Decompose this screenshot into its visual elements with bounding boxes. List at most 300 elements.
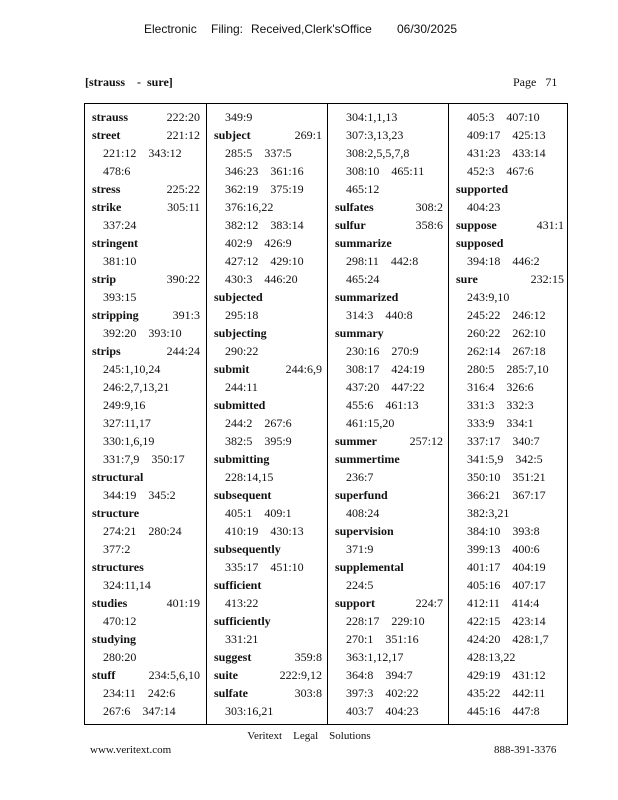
page-line-ref: 384:10 xyxy=(467,524,501,538)
index-entry xyxy=(214,127,324,143)
page-line-ref: 461:13 xyxy=(385,398,419,412)
page-line-ref: 245:22 xyxy=(467,308,501,322)
index-word: subsequent xyxy=(214,488,272,502)
index-entry xyxy=(335,325,445,341)
page-line-ref: 400:6 xyxy=(512,542,540,556)
page-line-ref: 222:9,12 xyxy=(279,668,322,682)
index-entry-continuation xyxy=(467,685,566,701)
page-line-ref: 224:7 xyxy=(415,596,443,610)
index-entry-continuation xyxy=(346,469,445,485)
index-entry xyxy=(335,217,445,233)
page-line-ref: 330:1,6,19 xyxy=(103,434,155,448)
index-entry xyxy=(92,343,202,359)
index-entry-continuation xyxy=(467,145,566,161)
page-line-ref: 236:7 xyxy=(346,470,374,484)
index-word: submitted xyxy=(214,398,266,412)
index-entry-continuation xyxy=(467,361,566,377)
index-entry-continuation xyxy=(346,649,445,665)
index-entry xyxy=(92,559,202,575)
index-entry-continuation xyxy=(103,379,202,395)
index-entry-continuation xyxy=(467,343,566,359)
page-line-ref: 244:2 xyxy=(225,416,253,430)
index-entry-continuation xyxy=(346,415,445,431)
filing-date: 06/30/2025 xyxy=(397,22,458,36)
index-entry-continuation xyxy=(467,253,566,269)
page-line-ref: 381:10 xyxy=(103,254,137,268)
index-entry-continuation xyxy=(467,631,566,647)
index-entry-continuation xyxy=(225,307,324,323)
page-line-ref: 347:14 xyxy=(142,704,176,718)
page-line-ref: 351:16 xyxy=(385,632,419,646)
page-line-ref: 285:7,10 xyxy=(506,362,549,376)
index-word: supplemental xyxy=(335,560,404,574)
index-entry-continuation xyxy=(103,649,202,665)
page-line-ref: 408:24 xyxy=(346,506,380,520)
index-entry-continuation xyxy=(225,595,324,611)
page-line-ref: 423:14 xyxy=(512,614,546,628)
index-entry-continuation xyxy=(103,577,202,593)
index-column-1 xyxy=(85,104,206,724)
index-entry-continuation xyxy=(467,613,566,629)
page-line-ref: 344:19 xyxy=(103,488,137,502)
page-line-ref: 316:4 xyxy=(467,380,495,394)
page-line-ref: 326:6 xyxy=(506,380,534,394)
index-word: structures xyxy=(92,560,144,574)
index-entry-continuation xyxy=(225,343,324,359)
index-entry xyxy=(92,505,202,521)
page-line-ref: 295:18 xyxy=(225,308,259,322)
index-entry xyxy=(214,613,324,629)
index-entry xyxy=(335,289,445,305)
page-line-ref: 442:8 xyxy=(390,254,419,268)
index-entry-continuation xyxy=(103,325,202,341)
index-column-3 xyxy=(327,104,449,724)
index-entry xyxy=(92,595,202,611)
page-line-ref: 465:12 xyxy=(346,182,380,196)
page-line-ref: 383:14 xyxy=(270,218,304,232)
page-line-ref: 393:15 xyxy=(103,290,137,304)
index-entry xyxy=(214,361,324,377)
page-line-ref: 377:2 xyxy=(103,542,131,556)
index-range-label: [strauss - sure] xyxy=(85,75,173,89)
index-entry-continuation xyxy=(103,217,202,233)
index-entry-continuation xyxy=(103,433,202,449)
index-entry-continuation xyxy=(103,397,202,413)
page-line-ref: 308:10 xyxy=(346,164,380,178)
page-line-ref: 424:19 xyxy=(391,362,425,376)
page-line-ref: 467:6 xyxy=(506,164,534,178)
index-entry-continuation xyxy=(346,145,445,161)
page-line-ref: 455:6 xyxy=(346,398,374,412)
page-line-ref: 410:19 xyxy=(225,524,259,538)
page-line-ref: 399:13 xyxy=(467,542,501,556)
page-line-ref: 478:6 xyxy=(103,164,131,178)
index-entry-continuation xyxy=(225,145,324,161)
index-entry xyxy=(335,559,445,575)
page-line-ref: 246:12 xyxy=(512,308,546,322)
index-entry-continuation xyxy=(467,307,566,323)
index-word: sure xyxy=(456,272,478,286)
page-line-ref: 274:21 xyxy=(103,524,137,538)
index-entry xyxy=(335,595,445,611)
index-word: strike xyxy=(92,200,122,214)
index-entry-continuation xyxy=(225,109,324,125)
index-entry xyxy=(92,181,202,197)
index-entry-continuation xyxy=(467,109,566,125)
index-entry-continuation xyxy=(346,181,445,197)
page-line-ref: 412:11 xyxy=(467,596,500,610)
index-entry-continuation xyxy=(103,361,202,377)
index-entry-continuation xyxy=(346,343,445,359)
page-line-ref: 269:1 xyxy=(294,128,322,142)
page-line-ref: 393:10 xyxy=(148,326,182,340)
page-line-ref: 234:5,6,10 xyxy=(148,668,200,682)
index-word: stress xyxy=(92,182,121,196)
index-entry-continuation xyxy=(346,307,445,323)
index-word: studies xyxy=(92,596,128,610)
filing-word-received: Received,Clerk'sOffice xyxy=(251,22,372,36)
index-entry-continuation xyxy=(103,613,202,629)
index-entry xyxy=(335,433,445,449)
page-line-ref: 243:9,10 xyxy=(467,290,510,304)
page-line-ref: 428:13,22 xyxy=(467,650,516,664)
filing-word-filing: Filing: xyxy=(211,22,244,36)
index-word: stuff xyxy=(92,668,116,682)
index-word: stripping xyxy=(92,308,139,322)
page-line-ref: 308:2 xyxy=(415,200,443,214)
page-line-ref: 429:10 xyxy=(270,254,304,268)
page-line-ref: 270:1 xyxy=(346,632,374,646)
index-entry xyxy=(456,235,566,251)
index-entry xyxy=(335,235,445,251)
page-line-ref: 245:1,10,24 xyxy=(103,362,161,376)
page-line-ref: 393:8 xyxy=(512,524,540,538)
index-word: suite xyxy=(214,668,238,682)
index-word: subjecting xyxy=(214,326,267,340)
index-word: superfund xyxy=(335,488,388,502)
index-entry-continuation xyxy=(103,703,202,719)
page-line-ref: 350:10 xyxy=(467,470,501,484)
page-line-ref: 257:12 xyxy=(409,434,443,448)
index-column-4 xyxy=(448,104,570,724)
index-entry-continuation xyxy=(346,613,445,629)
index-entry-continuation xyxy=(467,541,566,557)
page-line-ref: 221:12 xyxy=(166,128,200,142)
index-entry-continuation xyxy=(225,469,324,485)
index-entry xyxy=(214,649,324,665)
page-line-ref: 447:8 xyxy=(512,704,540,718)
page-line-ref: 391:3 xyxy=(172,308,200,322)
page-line-ref: 451:10 xyxy=(270,560,304,574)
page-line-ref: 367:17 xyxy=(512,488,546,502)
page-line-ref: 331:7,9 xyxy=(103,452,140,466)
page-line-ref: 392:20 xyxy=(103,326,137,340)
page-line-ref: 260:22 xyxy=(467,326,501,340)
index-word: submit xyxy=(214,362,250,376)
index-word: strauss xyxy=(92,110,129,124)
page-line-ref: 224:5 xyxy=(346,578,374,592)
index-entry-continuation xyxy=(467,433,566,449)
page-line-ref: 405:3 xyxy=(467,110,495,124)
page-line-ref: 364:8 xyxy=(346,668,374,682)
index-word: subject xyxy=(214,128,251,142)
page-line-ref: 232:15 xyxy=(530,272,564,286)
index-entry-continuation xyxy=(346,667,445,683)
page-line-ref: 246:2,7,13,21 xyxy=(103,380,170,394)
index-entry xyxy=(214,685,324,701)
page-line-ref: 303:16,21 xyxy=(225,704,274,718)
page-line-ref: 340:7 xyxy=(512,434,540,448)
page-line-ref: 359:8 xyxy=(294,650,322,664)
index-word: sulfate xyxy=(214,686,248,700)
index-word: supposed xyxy=(456,236,504,250)
index-word: summarized xyxy=(335,290,399,304)
page-line-ref: 334:1 xyxy=(506,416,534,430)
index-word: strip xyxy=(92,272,116,286)
page-line-ref: 465:24 xyxy=(346,272,380,286)
page-line-ref: 267:6 xyxy=(103,704,131,718)
page-line-ref: 225:22 xyxy=(166,182,200,196)
index-entry-continuation xyxy=(467,127,566,143)
index-entry-continuation xyxy=(467,163,566,179)
page-line-ref: 430:3 xyxy=(225,272,253,286)
word-index-table xyxy=(84,103,568,725)
page-line-ref: 242:6 xyxy=(147,686,176,700)
page-line-ref: 262:14 xyxy=(467,344,501,358)
page-line-ref: 337:5 xyxy=(264,146,292,160)
page-line-ref: 407:17 xyxy=(512,578,546,592)
page-line-ref: 341:5,9 xyxy=(467,452,504,466)
index-entry-continuation xyxy=(103,163,202,179)
index-word: sulfates xyxy=(335,200,374,214)
page-line-ref: 371:9 xyxy=(346,542,374,556)
index-entry-continuation xyxy=(103,541,202,557)
index-entry xyxy=(92,469,202,485)
page-line-ref: 409:17 xyxy=(467,128,501,142)
page-line-ref: 422:15 xyxy=(467,614,501,628)
index-entry-continuation xyxy=(346,253,445,269)
page-line-ref: 337:17 xyxy=(467,434,501,448)
page-line-ref: 390:22 xyxy=(166,272,200,286)
footer-phone: 888-391-3376 xyxy=(494,744,557,756)
index-entry-continuation xyxy=(103,523,202,539)
page-line-ref: 342:5 xyxy=(515,452,543,466)
index-entry-continuation xyxy=(103,253,202,269)
index-entry xyxy=(214,487,324,503)
page-line-ref: 440:8 xyxy=(385,308,413,322)
index-entry xyxy=(214,451,324,467)
index-entry-continuation xyxy=(346,163,445,179)
page-line-ref: 431:12 xyxy=(512,668,546,682)
index-word: supervision xyxy=(335,524,394,538)
page-line-ref: 401:19 xyxy=(166,596,200,610)
page-line-ref: 280:24 xyxy=(148,524,182,538)
index-word: summarize xyxy=(335,236,392,250)
page-line-ref: 366:21 xyxy=(467,488,501,502)
page-line-ref: 244:11 xyxy=(225,380,258,394)
page-line-ref: 230:16 xyxy=(346,344,380,358)
index-word: summertime xyxy=(335,452,400,466)
index-entry xyxy=(92,667,202,683)
page-line-ref: 425:13 xyxy=(512,128,546,142)
index-entry-continuation xyxy=(103,487,202,503)
index-word: suggest xyxy=(214,650,252,664)
index-entry-continuation xyxy=(225,181,324,197)
index-word: sulfur xyxy=(335,218,366,232)
page-line-ref: 337:24 xyxy=(103,218,137,232)
page-line-ref: 290:22 xyxy=(225,344,259,358)
index-word: street xyxy=(92,128,121,142)
index-entry xyxy=(335,487,445,503)
page-line-ref: 409:1 xyxy=(264,506,292,520)
page-line-ref: 270:9 xyxy=(391,344,419,358)
index-entry-continuation xyxy=(467,649,566,665)
page-line-ref: 327:11,17 xyxy=(103,416,151,430)
page-line-ref: 446:20 xyxy=(264,272,298,286)
page-line-ref: 446:2 xyxy=(512,254,540,268)
page-line-ref: 431:1 xyxy=(536,218,564,232)
page-line-ref: 262:10 xyxy=(512,326,546,340)
page-line-ref: 431:23 xyxy=(467,146,501,160)
index-entry xyxy=(456,181,566,197)
index-entry xyxy=(92,109,202,125)
page-line-ref: 303:8 xyxy=(294,686,322,700)
index-entry-continuation xyxy=(225,559,324,575)
page-line-ref: 414:4 xyxy=(511,596,540,610)
index-entry xyxy=(214,577,324,593)
index-entry-continuation xyxy=(346,541,445,557)
index-entry-continuation xyxy=(225,703,324,719)
page-line-ref: 465:11 xyxy=(391,164,425,178)
page-line-ref: 394:18 xyxy=(467,254,501,268)
page-line-ref: 404:23 xyxy=(467,200,501,214)
index-word: support xyxy=(335,596,376,610)
index-entry-continuation xyxy=(467,667,566,683)
page-line-ref: 349:9 xyxy=(225,110,253,124)
page-line-ref: 376:16,22 xyxy=(225,200,274,214)
index-entry xyxy=(92,631,202,647)
index-word: sufficient xyxy=(214,578,262,592)
index-word: stringent xyxy=(92,236,138,250)
page-line-ref: 228:14,15 xyxy=(225,470,274,484)
page-line-ref: 308:2,5,5,7,8 xyxy=(346,146,410,160)
page-line-ref: 285:5 xyxy=(225,146,253,160)
index-entry xyxy=(214,289,324,305)
index-entry-continuation xyxy=(103,415,202,431)
page-line-ref: 280:20 xyxy=(103,650,137,664)
index-entry xyxy=(92,307,202,323)
page-line-ref: 351:21 xyxy=(512,470,546,484)
page-line-ref: 382:3,21 xyxy=(467,506,510,520)
page-line-ref: 333:9 xyxy=(467,416,495,430)
page-line-ref: 382:5 xyxy=(225,434,253,448)
index-entry-continuation xyxy=(467,559,566,575)
index-entry-continuation xyxy=(467,415,566,431)
index-entry-continuation xyxy=(346,577,445,593)
index-entry-continuation xyxy=(467,487,566,503)
index-entry xyxy=(335,199,445,215)
index-entry-continuation xyxy=(225,415,324,431)
page-line-ref: 405:1 xyxy=(225,506,253,520)
index-entry-continuation xyxy=(467,523,566,539)
page-line-ref: 401:17 xyxy=(467,560,501,574)
index-entry-continuation xyxy=(225,433,324,449)
page-line-ref: 427:12 xyxy=(225,254,259,268)
page-line-ref: 403:7 xyxy=(346,704,374,718)
page-line-ref: 350:17 xyxy=(151,452,185,466)
page-line-ref: 397:3 xyxy=(346,686,374,700)
index-word: structural xyxy=(92,470,144,484)
index-entry-continuation xyxy=(225,199,324,215)
page-line-ref: 404:23 xyxy=(385,704,419,718)
index-entry xyxy=(92,127,202,143)
page-line-ref: 429:19 xyxy=(467,668,501,682)
page-line-ref: 452:3 xyxy=(467,164,495,178)
page-line-ref: 407:10 xyxy=(506,110,540,124)
page-line-ref: 304:1,1,13 xyxy=(346,110,398,124)
index-entry xyxy=(214,541,324,557)
page-line-ref: 442:11 xyxy=(512,686,546,700)
page-line-ref: 228:17 xyxy=(346,614,380,628)
index-word: suppose xyxy=(456,218,497,232)
page-line-ref: 361:16 xyxy=(270,164,304,178)
page-line-ref: 363:1,12,17 xyxy=(346,650,404,664)
page-line-ref: 234:11 xyxy=(103,686,136,700)
page-line-ref: 470:12 xyxy=(103,614,137,628)
page-line-ref: 331:21 xyxy=(225,632,259,646)
index-entry-continuation xyxy=(467,595,566,611)
index-entry xyxy=(214,325,324,341)
index-entry xyxy=(214,397,324,413)
footer-firm-name: Veritext Legal Solutions xyxy=(247,730,371,742)
index-entry-continuation xyxy=(467,451,566,467)
index-entry-continuation xyxy=(225,271,324,287)
index-entry-continuation xyxy=(467,397,566,413)
page-line-ref: 461:15,20 xyxy=(346,416,395,430)
index-entry-continuation xyxy=(346,505,445,521)
index-word: subsequently xyxy=(214,542,281,556)
page-line-ref: 346:23 xyxy=(225,164,259,178)
page-line-ref: 307:3,13,23 xyxy=(346,128,404,142)
index-word: strips xyxy=(92,344,121,358)
page-line-ref: 308:17 xyxy=(346,362,380,376)
page-line-ref: 280:5 xyxy=(467,362,495,376)
index-entry-continuation xyxy=(346,109,445,125)
page-line-ref: 335:17 xyxy=(225,560,259,574)
page-line-ref: 229:10 xyxy=(391,614,425,628)
index-entry-continuation xyxy=(346,397,445,413)
page-line-ref: 405:16 xyxy=(467,578,501,592)
index-entry-continuation xyxy=(225,253,324,269)
index-word: structure xyxy=(92,506,140,520)
page-line-ref: 435:22 xyxy=(467,686,501,700)
page-line-ref: 375:19 xyxy=(270,182,304,196)
page-line-ref: 402:9 xyxy=(225,236,253,250)
index-entry xyxy=(335,451,445,467)
index-entry-continuation xyxy=(346,631,445,647)
index-entry-continuation xyxy=(225,235,324,251)
page-line-ref: 413:22 xyxy=(225,596,259,610)
page-line-ref: 244:24 xyxy=(166,344,200,358)
page-line-ref: 331:3 xyxy=(467,398,495,412)
index-entry-continuation xyxy=(467,505,566,521)
page-line-ref: 430:13 xyxy=(270,524,304,538)
page-line-ref: 221:12 xyxy=(103,146,137,160)
page-line-ref: 343:12 xyxy=(148,146,182,160)
page-line-ref: 447:22 xyxy=(391,380,425,394)
index-entry-continuation xyxy=(467,469,566,485)
page-line-ref: 428:1,7 xyxy=(512,632,549,646)
